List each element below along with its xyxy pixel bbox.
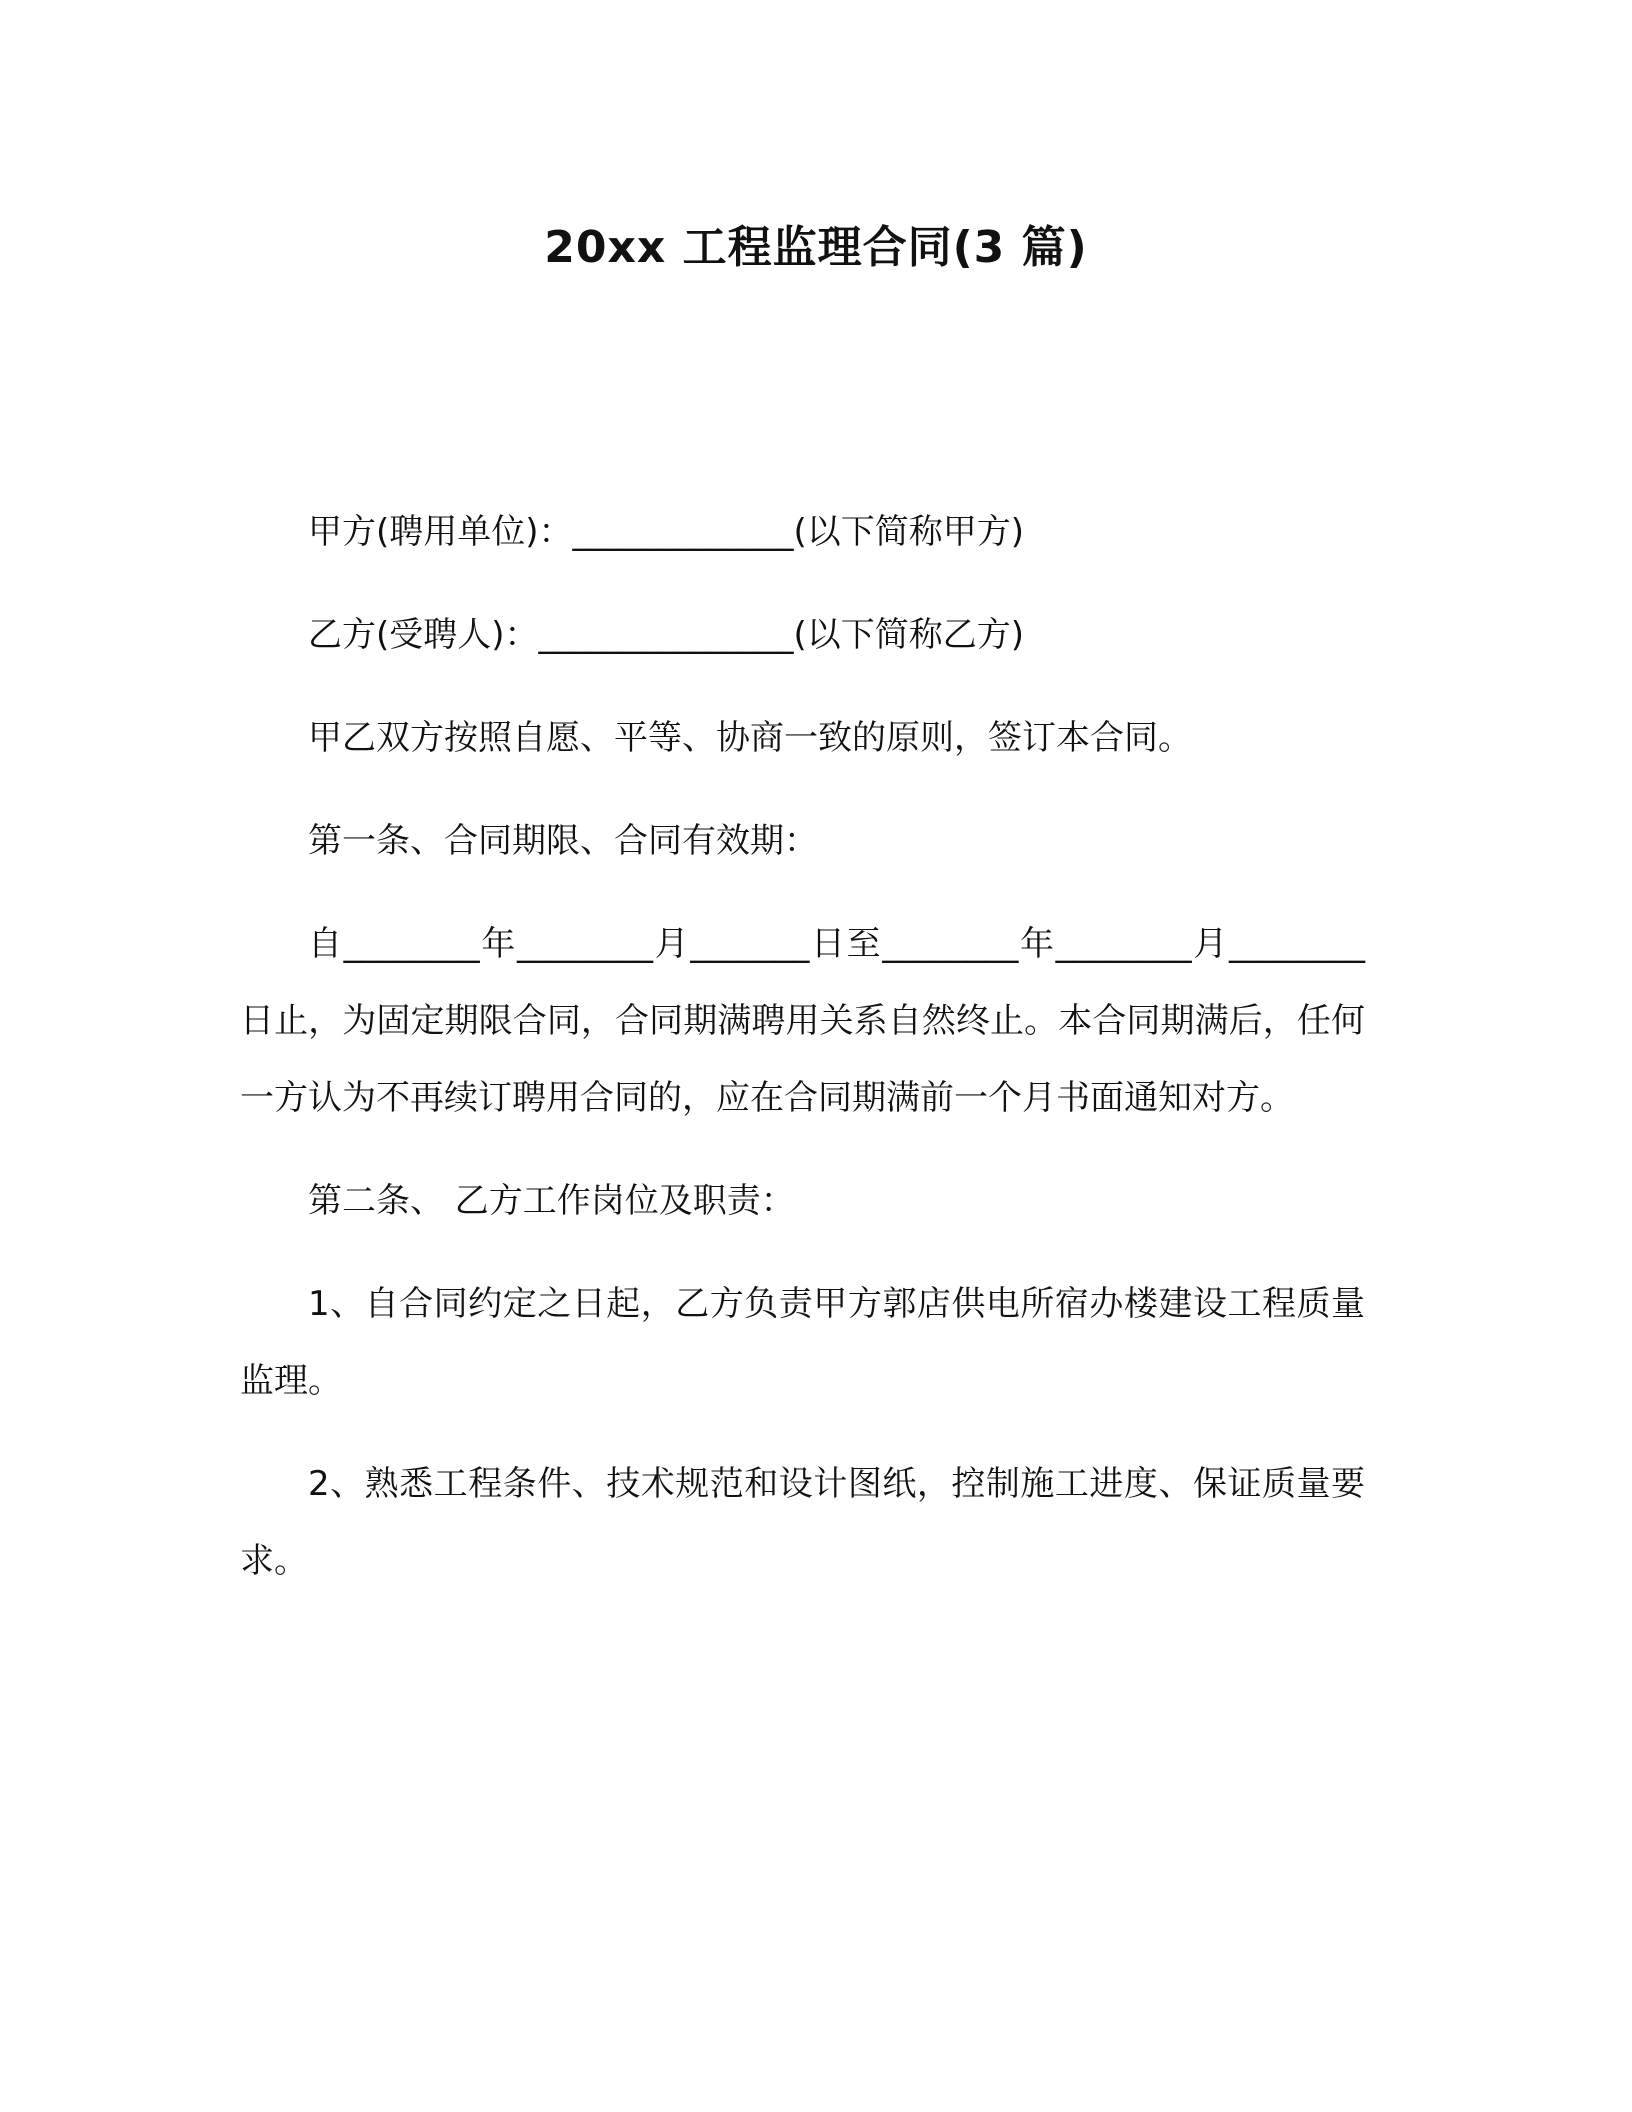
clause-1-term: 自________年________月_______日至________年________月________日止，为固定期限合同，合同期满聘用关系自然终止。本合同期满后，任何一方认为不再续订聘用合同的，应在合同期满前一个月书面通知对方。 (240, 924, 1365, 1118)
duty-item-2: 2、熟悉工程条件、技术规范和设计图纸，控制施工进度、保证质量要求。 (240, 1464, 1365, 1581)
party-b-line: 乙方(受聘人)：_______________(以下简称乙方) (308, 615, 1025, 655)
agreement-principle: 甲乙双方按照自愿、平等、协商一致的原则，签订本合同。 (308, 718, 1192, 758)
document-title: 20xx 工程监理合同(3 篇) (544, 222, 1088, 273)
clause-1-heading: 第一条、合同期限、合同有效期： (308, 821, 818, 861)
document-body (240, 494, 1365, 1626)
clause-2-heading: 第二条、 乙方工作岗位及职责： (308, 1181, 795, 1221)
party-a-line: 甲方(聘用单位)：_____________(以下简称甲方) (308, 512, 1025, 552)
duty-item-1: 1、自合同约定之日起，乙方负责甲方郭店供电所宿办楼建设工程质量监理。 (240, 1284, 1365, 1401)
